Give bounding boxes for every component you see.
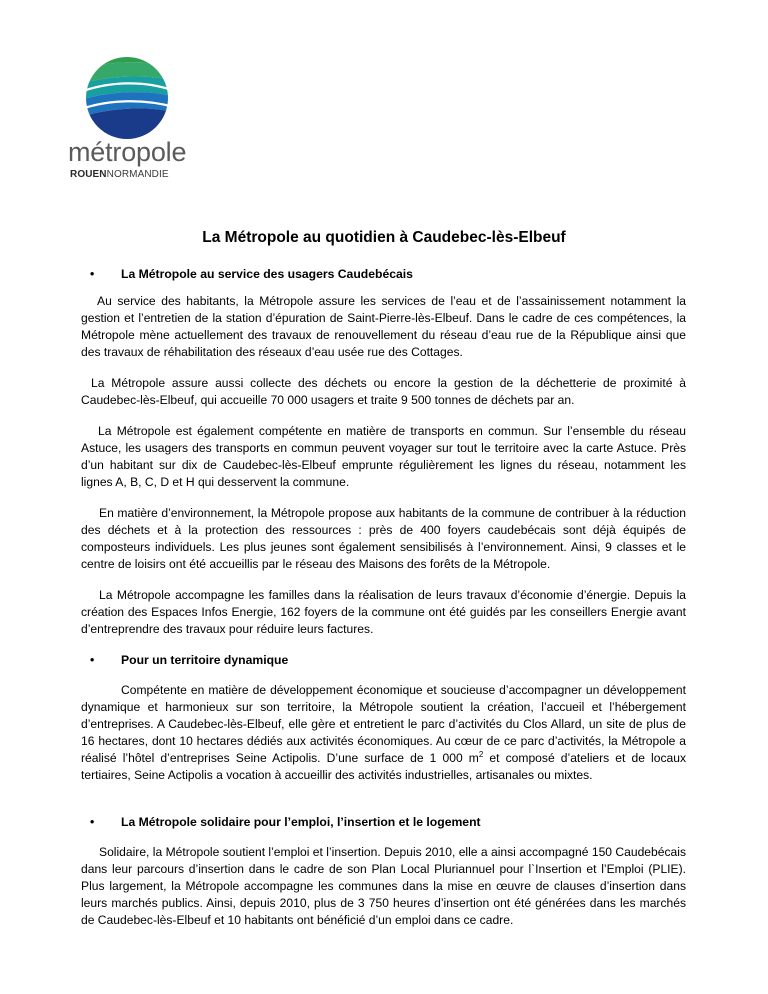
section-heading-text: Pour un territoire dynamique [121,653,289,667]
section-heading-solidaire [81,814,686,831]
section-heading-dynamique [81,652,686,669]
page-title: La Métropole au quotidien à Caudebec-lès-Elbeuf [202,229,566,246]
paragraph-economie [81,682,686,784]
paragraph-environnement: En matière d’environnement, la Métropole propose aux habitants de la commune de contribuer à la réduction des déchets et à la protection des ressources : près de 400 foyers caudebécais sont déjà équipés de composteurs individuels. Les plus jeunes sont également sensibilisés à l’environnement. Ainsi, 9 classes et le centre de loisirs ont été accueillis par le réseau des Maisons des forêts de la Métropole. [81,506,686,571]
section-heading-text: La Métropole au service des usagers Caudebécais [121,267,413,281]
paragraph-economie-part2: et composé d’ateliers et de locaux tertiaires, Seine Actipolis a vocation à accueillir des activités industrielles, artisanales ou mixtes. [81,751,686,782]
paragraph-emploi-insertion: Solidaire, la Métropole soutient l’emploi et l’insertion. Depuis 2010, elle a ainsi accompagné 150 Caudebécais dans leur parcours d’insertion dans le cadre de son Plan Local Pluriannuel pour l`Insertion et l’Emploi (PLIE). Plus largement, la Métropole accompagne les communes dans la mise en œuvre de clauses d’insertion dans leurs marchés publics. Ainsi, depuis 2010, plus de 3 750 heures d’insertion ont été générées dans les marchés de Caudebec-lès-Elbeuf et 10 habitants ont bénéficié d’un emploi dans ce cadre. [81,845,686,927]
logo-sub-rouen: ROUEN [70,169,107,180]
logo-wordmark: métropole [68,137,187,167]
document-body [81,266,686,929]
paragraph-transports: La Métropole est également compétente en matière de transports en commun. Sur l’ensemble du réseau Astuce, les usagers des transports en commun peuvent voyager sur tout le territoire avec la carte Astuce. Près d’un habitant sur dix de Caudebec-lès-Elbeuf emprunte régulièrement les lignes du réseau, notamment les lignes A, B, C, D et H qui desservent la commune. [81,424,686,489]
bullet-icon: • [90,653,95,667]
metropole-globe-icon [77,57,177,139]
bullet-icon: • [90,267,95,281]
superscript-2: 2 [478,749,484,759]
paragraph-eau-assainissement: Au service des habitants, la Métropole assure les services de l’eau et de l’assainissement notamment la gestion et l’entretien de la station d’épuration de Saint-Pierre-lès-Elbeuf. Dans le cadre de ces compétences, la Métropole mène actuellement des travaux de renouvellement du réseau d’eau rue de la République ainsi que des travaux de réhabilitation des réseaux d’eau usée rue des Cottages. [81,294,686,359]
metropole-logo [68,57,188,180]
section-heading-text: La Métropole solidaire pour l’emploi, l’insertion et le logement [121,815,481,829]
paragraph-dechets: La Métropole assure aussi collecte des déchets ou encore la gestion de la déchetterie de proximité à Caudebec-lès-Elbeuf, qui accueille 70 000 usagers et traite 9 500 tonnes de déchets par an. [81,376,686,407]
paragraph-economie-part1: Compétente en matière de développement économique et soucieuse d’accompagner un développement dynamique et harmonieux sur son territoire, la Métropole soutient la création, l’accueil et l’hébergement d’entreprises. A Caudebec-lès-Elbeuf, elle gère et entretient le parc d’activités du Clos Allard, un site de plus de 16 hectares, dont 10 hectares dédiés aux activités économiques. Au cœur de ce parc d’activités, la Métropole a réalisé l’hôtel d’entreprises Seine Actipolis. D’une surface de 1 000 m [81,683,686,765]
paragraph-energie: La Métropole accompagne les familles dans la réalisation de leurs travaux d’économie d’énergie. Depuis la création des Espaces Infos Energie, 162 foyers de la commune ont été guidés par les conseillers Energie avant d’entreprendre des travaux pour réduire leurs factures. [81,588,686,636]
logo-subtitle [70,169,169,181]
logo-sub-normandie: NORMANDIE [106,169,169,180]
bullet-icon: • [90,815,95,829]
section-heading-usagers [81,266,686,283]
